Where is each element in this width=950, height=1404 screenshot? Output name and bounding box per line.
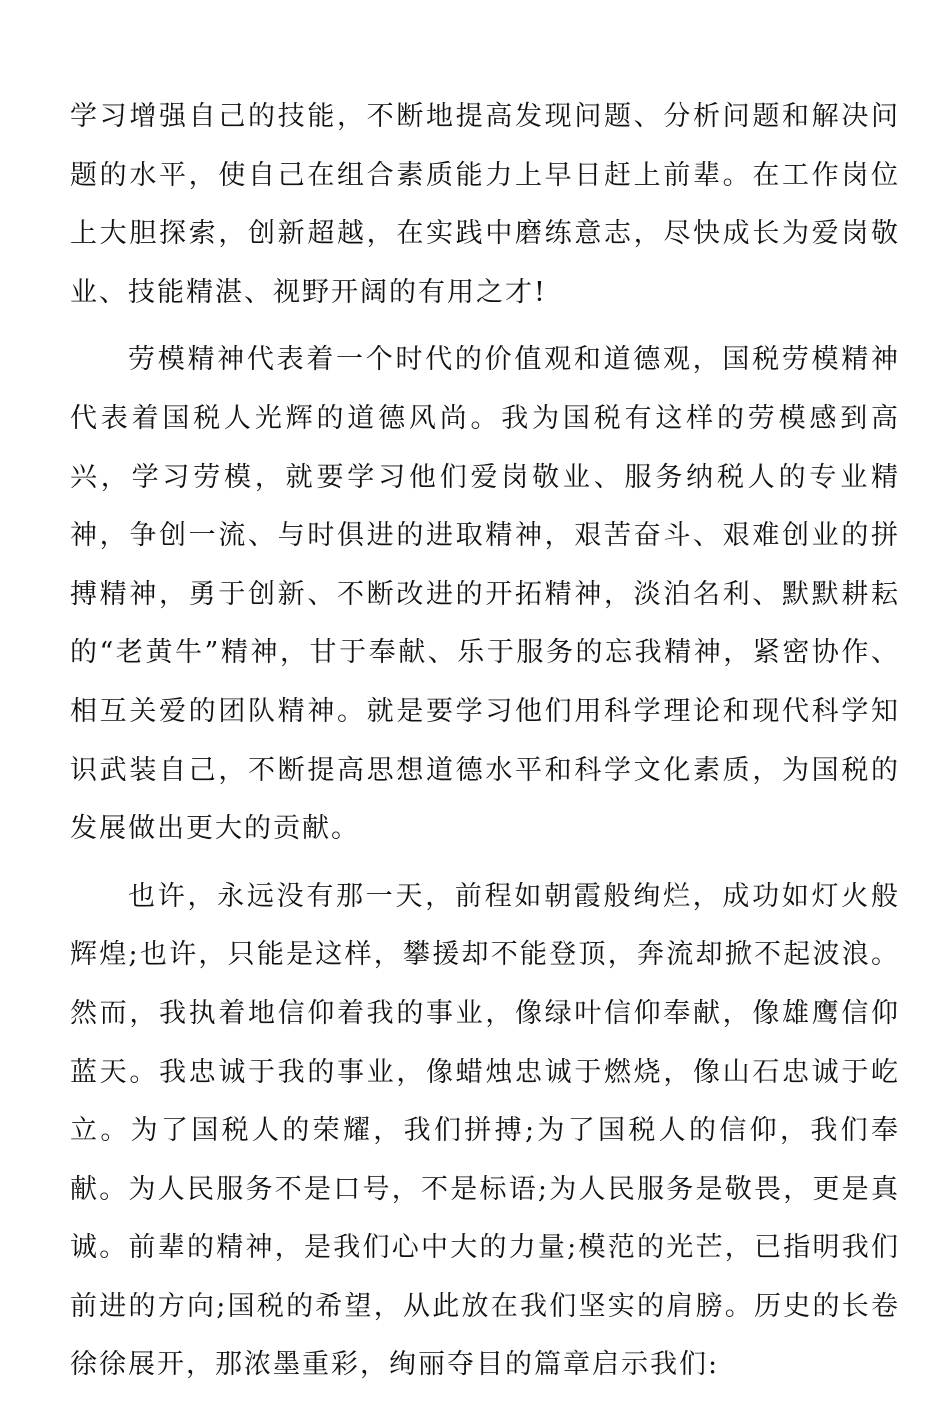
paragraph-2: 劳模精神代表着一个时代的价值观和道德观，国税劳模精神代表着国税人光辉的道德风尚。我为国税有这样的劳模感到高兴，学习劳模，就要学习他们爱岗敬业、服务纳税人的专业精神，争创一流、与时俱进的进取精神，艰苦奋斗、艰难创业的拼搏精神，勇于创新、不断改进的开拓精神，淡泊名利、默默耕耘的“老黄牛”精神，甘于奉献、乐于服务的忘我精神，紧密协作、相互关爱的团队精神。就是要学习他们用科学理论和现代科学知识武装自己，不断提高思想道德水平和科学文化素质，为国税的发展做出更大的贡献。 xyxy=(70,344,900,845)
document-page xyxy=(70,88,900,1404)
paragraph-3: 也许，永远没有那一天，前程如朝霞般绚烂，成功如灯火般辉煌;也许，只能是这样，攀援却不能登顶，奔流却掀不起波浪。然而，我执着地信仰着我的事业，像绿叶信仰奉献，像雄鹰信仰蓝天。我忠诚于我的事业，像蜡烛忠诚于燃烧，像山石忠诚于屹立。为了国税人的荣耀，我们拼搏;为了国税人的信仰，我们奉献。为人民服务不是口号，不是标语;为人民服务是敬畏，更是真诚。前辈的精神，是我们心中大的力量;模范的光芒，已指明我们前进的方向;国税的希望，从此放在我们坚实的肩膀。历史的长卷徐徐展开，那浓墨重彩，绚丽夺目的篇章启示我们: xyxy=(70,880,900,1381)
paragraph-1: 学习增强自己的技能，不断地提高发现问题、分析问题和解决问题的水平，使自己在组合素质能力上早日赶上前辈。在工作岗位上大胆探索，创新超越，在实践中磨练意志，尽快成长为爱岗敬业、技能精湛、视野开阔的有用之才! xyxy=(70,101,900,308)
